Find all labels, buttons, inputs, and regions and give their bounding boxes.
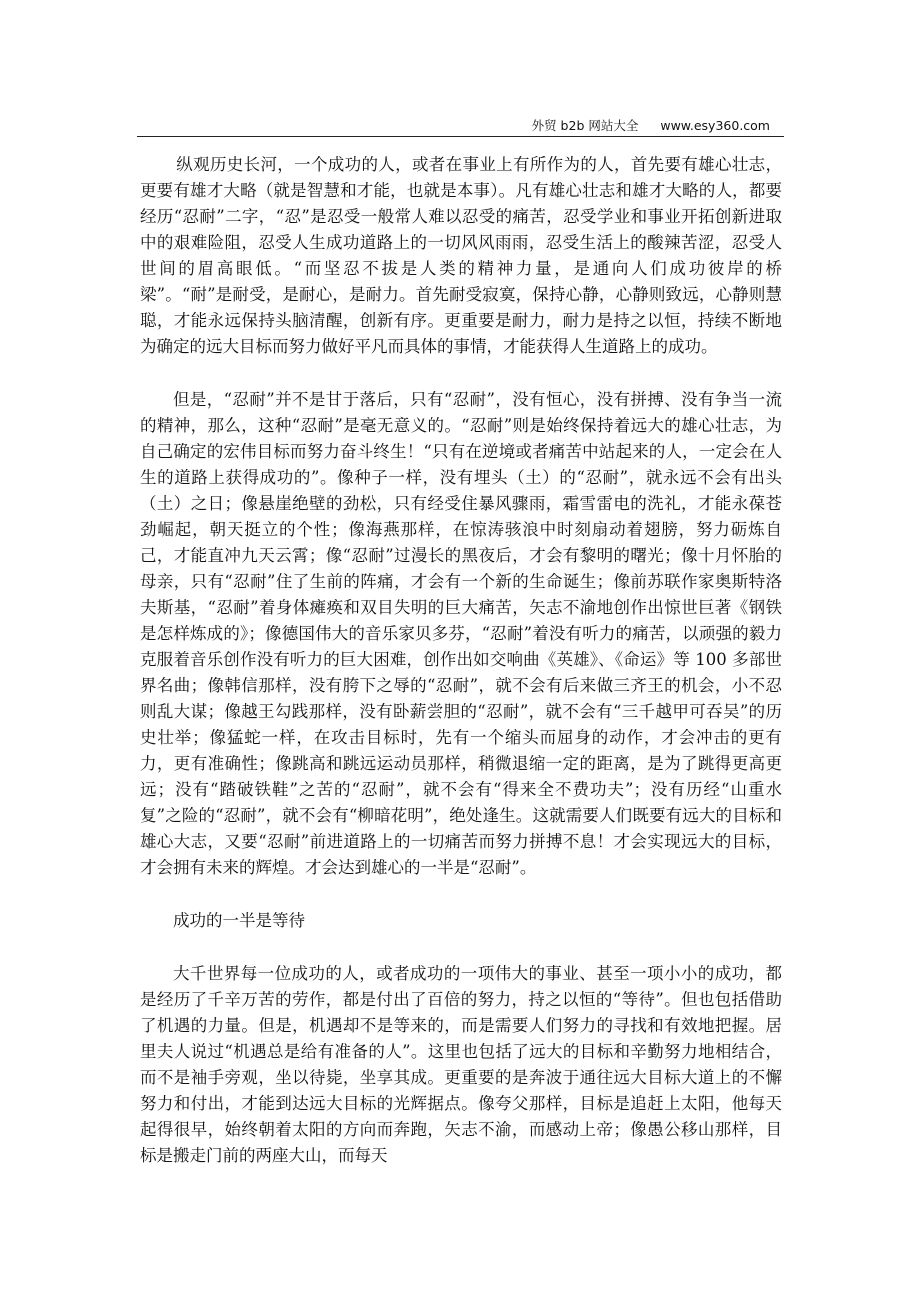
paragraph-1: 纵观历史长河，一个成功的人，或者在事业上有所作为的人，首先要有雄心壮志，更要有雄才大略（就是智慧和才能，也就是本事）。凡有雄心壮志和雄才大略的人，都要经历“忍耐”二字，“忍”是忍受一般常人难以忍受的痛苦，忍受学业和事业开拓创新进取中的艰难险阻，忍受人生成功道路上的一切风风雨雨，忍受生活上的酸辣苦涩，忍受人世间的眉高眼低。“而坚忍不拔是人类的精神力量，是通向人们成功彼岸的桥梁”。“耐”是耐受，是耐心，是耐力。首先耐受寂寞，保持心静，心静则致远，心静则慧聪，才能永远保持头脑清醒，创新有序。更重要是耐力，耐力是持之以恒，持续不断地为确定的远大目标而努力做好平凡而具体的事情，才能获得人生道路上的成功。 xyxy=(140,155,782,356)
page-header xyxy=(137,112,784,137)
document-body xyxy=(140,152,782,1169)
section-heading: 成功的一半是等待 xyxy=(173,911,305,930)
paragraph-3: 大千世界每一位成功的人，或者成功的一项伟大的事业、甚至一项小小的成功，都是经历了千辛万苦的劳作，都是付出了百倍的努力，持之以恒的“等待”。但也包括借助了机遇的力量。但是，机遇却不是等来的，而是需要人们努力的寻找和有效地把握。居里夫人说过“机遇总是给有准备的人”。这里也包括了远大的目标和辛勤努力地相结合，而不是袖手旁观，坐以待毙，坐享其成。更重要的是奔波于通往远大目标大道上的不懈努力和付出，才能到达远大目标的光辉据点。像夸父那样，目标是追赶上太阳，他每天起得很早，始终朝着太阳的方向而奔跑，矢志不渝，而感动上帝；像愚公移山那样，目标是搬走门前的两座大山，而每天 xyxy=(140,964,782,1165)
header-text xyxy=(532,116,770,134)
header-site-name: 外贸 b2b 网站大全 xyxy=(531,118,639,133)
header-url: www.esy360.com xyxy=(660,118,770,133)
paragraph-2: 但是，“忍耐”并不是甘于落后，只有“忍耐”，没有恒心，没有拼搏、没有争当一流的精神，那么，这种“忍耐”是毫无意义的。“忍耐”则是始终保持着远大的雄心壮志，为自己确定的宏伟目标而努力奋斗终生！“只有在逆境或者痛苦中站起来的人，一定会在人生的道路上获得成功的”。像种子一样，没有埋头（土）的“忍耐”，就永远不会有出头（土）之日；像悬崖绝壁的劲松，只有经受住暴风骤雨，霜雪雷电的洗礼，才能永葆苍劲崛起，朝天挺立的个性；像海燕那样，在惊涛骇浪中时刻扇动着翅膀，努力砺炼自己，才能直冲九天云霄；像“忍耐”过漫长的黑夜后，才会有黎明的曙光；像十月怀胎的母亲，只有“忍耐”住了生前的阵痛，才会有一个新的生命诞生；像前苏联作家奥斯特洛夫斯基，“忍耐”着身体瘫痪和双目失明的巨大痛苦，矢志不渝地创作出惊世巨著《钢铁是怎样炼成的》；像德国伟大的音乐家贝多芬，“忍耐”着没有听力的痛苦，以顽强的毅力克服着音乐创作没有听力的巨大困难，创作出如交响曲《英雄》、《命运》等 100 多部世界名曲；像韩信那样，没有胯下之辱的“忍耐”，就不会有后来做三齐王的机会，小不忍则乱大谋；像越王勾践那样，没有卧薪尝胆的“忍耐”，就不会有“三千越甲可吞吴”的历史壮举；像猛蛇一样，在攻击目标时，先有一个缩头而屈身的动作，才会冲击的更有力，更有准确性；像跳高和跳远运动员那样，稍微退缩一定的距离，是为了跳得更高更远；没有“踏破铁鞋”之苦的“忍耐”，就不会有“得来全不费功夫”；没有历经“山重水复”之险的“忍耐”，就不会有“柳暗花明”，绝处逢生。这就需要人们既要有远大的目标和雄心大志，又要“忍耐”前进道路上的一切痛苦而努力拼搏不息！才会实现远大的目标，才会拥有未来的辉煌。才会达到雄心的一半是“忍耐”。 xyxy=(140,390,782,877)
